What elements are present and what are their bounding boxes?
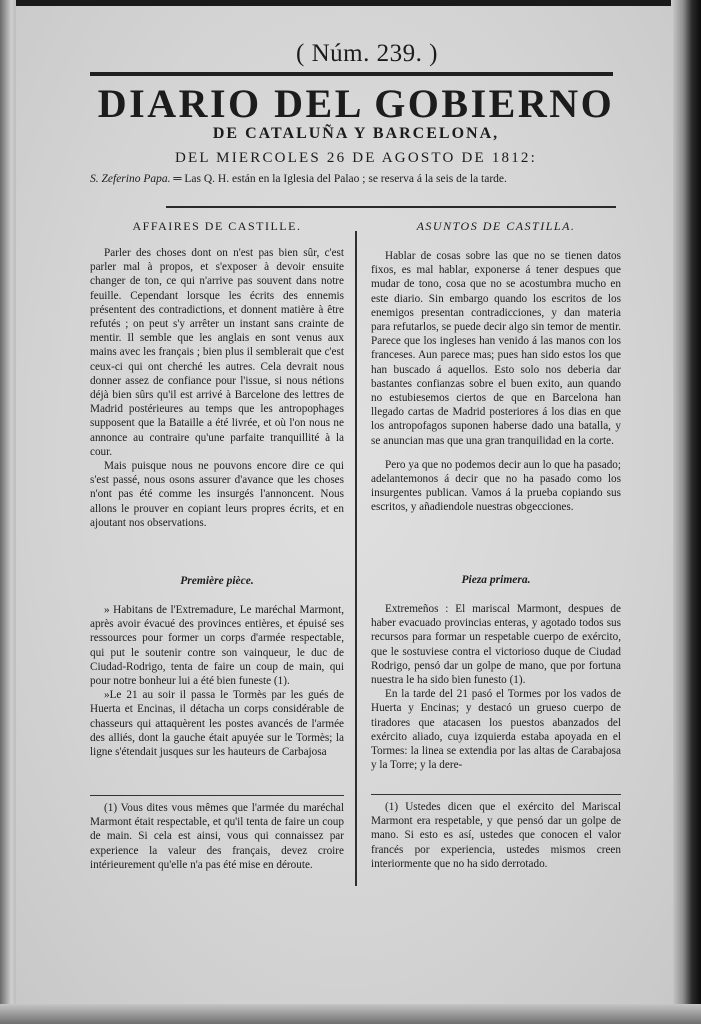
left-column-heading: AFFAIRES DE CASTILLE. <box>132 219 302 233</box>
left-quote-2: »Le 21 au soir il passa le Tormès par les gués de Huerta et Encinas, il détacha un corps considérable de chasseurs qui attaquèrent les postes avancés de l'armée des alliés, dont la gauche était apuyée sur le Tormès; la ligne s'étendait jusques sur les hauteurs de Carbajosa <box>90 689 344 759</box>
right-quote-1: Extremeños : El mariscal Marmont, despues de haber evacuado provincias enteras, y agotado todos sus recursos para formar un respetable cuerpo de exército, que le sostuviese contra el victorioso duque de Ciudad Rodrigo, pensó dar un golpe de mano, que por fortuna nuestra le ha sido bien funesto (1). <box>371 603 621 687</box>
saint-rest: ═ Las Q. H. están en la Iglesia del Palao ; se reserva á la seis de la tarde. <box>170 173 507 185</box>
left-footnote-rule <box>90 795 344 796</box>
right-paragraph-2: Pero ya que no podemos decir aun lo que ha pasado; adelantemonos á decir que no ha pasado como los insurgentes publican. Vamos á la prueba copiando sus escritos, y añadiendole nuestras obgecciones. <box>371 458 621 514</box>
saint-line <box>90 172 630 187</box>
left-footnote-text: (1) Vous dites vous mêmes que l'armée du maréchal Marmont était respectable, et qu'il tenta de faire un coup de main. Si cela est ainsi, vous qui connaissez par experience la valeur des français, devez croire intérieurement qu'elle n'a pas été mise en déroute. <box>90 802 344 871</box>
right-footnote <box>371 800 621 871</box>
left-column-body <box>90 246 344 530</box>
left-piece-heading: Première pièce. <box>180 575 254 587</box>
right-quote-2: En la tarde del 21 pasó el Tormes por los vados de Huerta y Encinas; y destacó un grueso cuerpo de tiradores que atacasen los puestos abanzados del exército aliado, cuya izquierda estaba apoyada en el Tormes: la linea se extendia por las altas de Carabajosa y la Torre; y la dere- <box>371 688 621 772</box>
left-paragraph-2: Mais puisque nous ne pouvons encore dire ce qui s'est passé, nous osons assurer d'avance que les choses n'ont pas été comme les insurgés l'annoncent. Nous allons le prouver en copiant leurs propres écrits, et en ajoutant nos observations. <box>90 460 344 529</box>
book-left-edge <box>0 0 16 1024</box>
column-divider <box>355 231 357 886</box>
left-paragraph-1: Parler des choses dont on n'est pas bien sûr, c'est parler mal à propos, et s'exposer à devoir ensuite changer de ton, ce qui n'arrive pas souvent dans notre feuille. Cependant lorsque les écrits des ennemis présentent des contradictions, et donnent matière à être refutés ; on peut s'y arrêter un instant sans crainte de mentir. Il semble que les anglais en sont venus aux mains avec les français ; bien plus il semblerait que c'est ceux-ci qui ont cherché les autres. Cela devrait nous donner assez de confiance pour l'issue, si nous nétions déjà bien sûrs qu'il est arrivé à Barcelone des lettres de Madrid postérieures au temps que les antropophages supposent que la Bataille a été livrée, et où l'on nous ne annonce au contraire qu'une parfaite tranquillité à la cour. <box>90 247 344 458</box>
right-column-heading: ASUNTOS DE CASTILLA. <box>416 219 576 233</box>
left-quote-1: » Habitans de l'Extremadure, Le maréchal Marmont, après avoir évacué des provinces entières, et épuisé ses ressources pour former un corps d'armée respectable, qui put le soutenir contre son vainqueur, le duc de Ciudad-Rodrigo, tenta de faire un coup de main, qui pour notre bonheur lui a été bien funeste (1). <box>90 604 344 688</box>
issue-number: ( Núm. 239. ) <box>296 40 438 67</box>
right-paragraph-1: Hablar de cosas sobre las que no se tienen datos fixos, es mal hablar, exponerse á tener despues que mudar de tono, cosa que no se acostumbra mucho en este diario. Sin embargo quando los escritos de los enemigos presentan contradicciones, y dan materia para refutarlos, se puede decir algo sin temor de mentir. Parece que los ingleses han venido á las manos con los franceses. Aun parece mas; pues han sido estos los que han buscado á aquellos. Esto solo nos deberia dar bastantes confianzas sobre el buen exito, aun quando no estubiesemos ciertos de que en Barcelona han llegado cartas de Madrid posteriores á los dias en que los antropofagos suponen haberse dado una batalla, y se anuncian mas que una gran tranquilidad en la corte. <box>371 250 621 447</box>
newspaper-title: DIARIO DEL GOBIERNO <box>97 81 615 126</box>
right-column-body <box>371 249 621 515</box>
section-rule <box>166 206 616 208</box>
right-piece-heading: Pieza primera. <box>461 574 531 586</box>
right-quote-body <box>371 602 621 772</box>
header-rule <box>90 72 613 76</box>
saint-name: S. Zeferino Papa. <box>90 173 171 185</box>
right-footnote-text: (1) Ustedes dicen que el exército del Mariscal Marmont era respetable, y que pensó dar un golpe de mano. Si esto es así, ustedes que conocen el valor francés por experiencia, ustedes mismos creen interiormente que no ha sido derrotado. <box>371 801 621 870</box>
right-footnote-rule <box>371 794 621 795</box>
newspaper-page <box>16 6 673 1004</box>
date-line: DEL MIERCOLES 26 DE AGOSTO DE 1812: <box>175 150 537 166</box>
book-bottom-edge <box>0 1004 701 1024</box>
left-footnote <box>90 801 344 872</box>
left-quote-body <box>90 603 344 759</box>
newspaper-subtitle: DE CATALUÑA Y BARCELONA, <box>212 125 500 142</box>
